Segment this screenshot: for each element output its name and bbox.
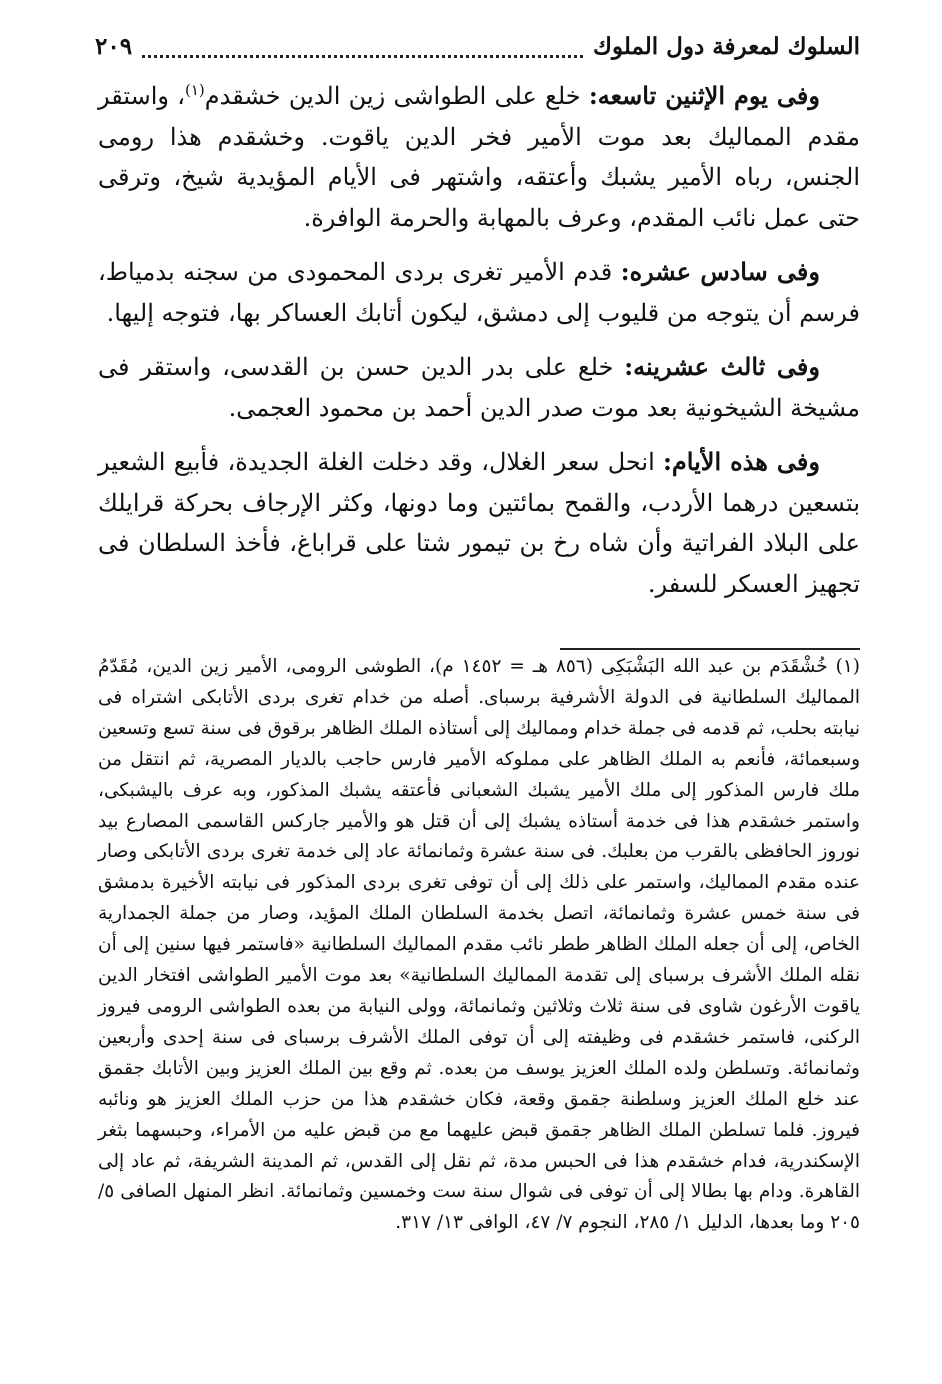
footnote-divider [560,648,860,650]
entry-date-heading: وفى ثالث عشرينه: [624,352,820,381]
entry-text: ، واستقر مقدم المماليك بعد موت الأمير فخر الدين ياقوت. وخشقدم هذا رومى الجنس، رباه الأمير يشبك وأعتقه، واشتهر فى الأيام المؤيدية شيخ، وترقى حتى عمل نائب المقدم، وعرف بالمهابة والحرمة الوافرة. [98,82,860,232]
dot-leader [142,55,583,58]
page-number: ٢٠٩ [95,33,133,60]
running-title: السلوك لمعرفة دول الملوك [592,33,860,60]
footnote-text: (١) خُشْقَدَم بن عبد الله البَشْبَكِى (٨٥٦ هـ = ١٤٥٢ م)، الطوشى الرومى، الأمير زين الدين، مُقَدّمُ المماليك السلطانية فى الدولة الأشرفية برسباى. أصله من خدام تغرى بردى الأتابكى اشتراه فى نيابته بحلب، ثم قدمه فى جملة خدام ومماليك إلى أستاذه الملك الظاهر برقوق فى سنة تسع وتسعين وسبعمائة، فأنعم به الملك الظاهر على مملوكه الأمير فارس حاجب بالديار المصرية، ثم انتقل من ملك فارس المذكور إلى ملك الأمير يشبك الشعبانى فأعتقه يشبك المذكور، وبه عرف باليشبكى، واستمر خشقدم هذا فى خدمة أستاذه يشبك إلى أن قتل هو والأمير جاركس القاسمى المصارع بيد نوروز الحافظى بالقرب من بعلبك. فى سنة عشرة وثمانمائة عاد إلى خدمة تغرى بردى الأتابكى وصار عنده مقدم المماليك، واستمر على ذلك إلى أن توفى تغرى بردى المذكور فى نيابته الأخيرة بدمشق فى سنة خمس عشرة وثمانمائة، اتصل بخدمة السلطان الملك المؤيد، وصار من جملة الجمدارية الخاص، إلى أن جعله الملك الظاهر ططر نائب مقدم المماليك السلطانية «فاستمر فيها سنين إلى أن نقله الملك الأشرف برسباى إلى تقدمة المماليك السلطانية» بعد موت الأمير الطواشى افتخار الدين ياقوت الأرغون شاوى فى سنة ثلاث وثلاثين وثمانمائة، وولى النيابة من بعده الطواشى الرومى فيروز الركنى، فاستمر خشقدم فى وظيفته إلى أن توفى الملك الأشرف برسباى فى سنة إحدى وأربعين وثمانمائة. وتسلطن ولده الملك العزيز يوسف من بعده. ثم وقع بين الملك العزيز وبين الأتابك جقمق عند خلع الملك العزيز وسلطنة جقمق وقعة، فكان خشقدم هذا من حزب الملك العزيز هو ونائبه فيروز. فلما تسلطن الملك الظاهر جقمق قبض عليهما مع من قبض عليه من الأمراء، وحبسهما بثغر الإسكندرية، فدام خشقدم هذا فى الحبس مدة، ثم نقل إلى القدس، ثم المدينة الشريفة، ثم عاد إلى القاهرة. ودام بها بطالا إلى أن توفى فى شوال سنة ست وخمسين وثمانمائة. انظر المنهل الصافى ٥/ ٢٠٥ وما بعدها، الدليل ١/ ٢٨٥، النجوم ٧/ ٤٧، الوافى ١٣/ ٣١٧. [98,656,860,1234]
entry-paragraph [98,442,860,604]
entry-text: انحل سعر الغلال، وقد دخلت الغلة الجديدة، فأبيع الشعير بتسعين درهما الأردب، والقمح بمائتين وما دونها، وكثر الإرجاف بحركة قرايلك على البلاد الفراتية وأن شاه رخ بن تيمور شتا على قراباغ، فأخذ السلطان فى تجهيز العسكر للسفر. [98,448,860,598]
entry-text: قدم الأمير تغرى بردى المحمودى من سجنه بدمياط، فرسم أن يتوجه من قليوب إلى دمشق، ليكون أتابك العساكر بها، فتوجه إليها. [98,258,860,327]
entry-paragraph [98,252,860,333]
entry-text: خلع على بدر الدين حسن بن القدسى، واستقر فى مشيخة الشيخونية بعد موت صدر الدين أحمد بن محمود العجمى. [98,353,860,422]
entry-paragraph [98,347,860,428]
entry-date-heading: وفى هذه الأيام: [663,447,820,476]
entry-text: خلع على الطواشى زين الدين خشقدم [204,82,581,110]
entry-date-heading: وفى يوم الإثنين تاسعه: [588,81,820,110]
entry-date-heading: وفى سادس عشره: [620,257,820,286]
main-text [98,76,860,618]
footnote-reference[interactable]: (١) [185,81,205,99]
entry-paragraph [98,76,860,238]
running-header [95,30,860,64]
